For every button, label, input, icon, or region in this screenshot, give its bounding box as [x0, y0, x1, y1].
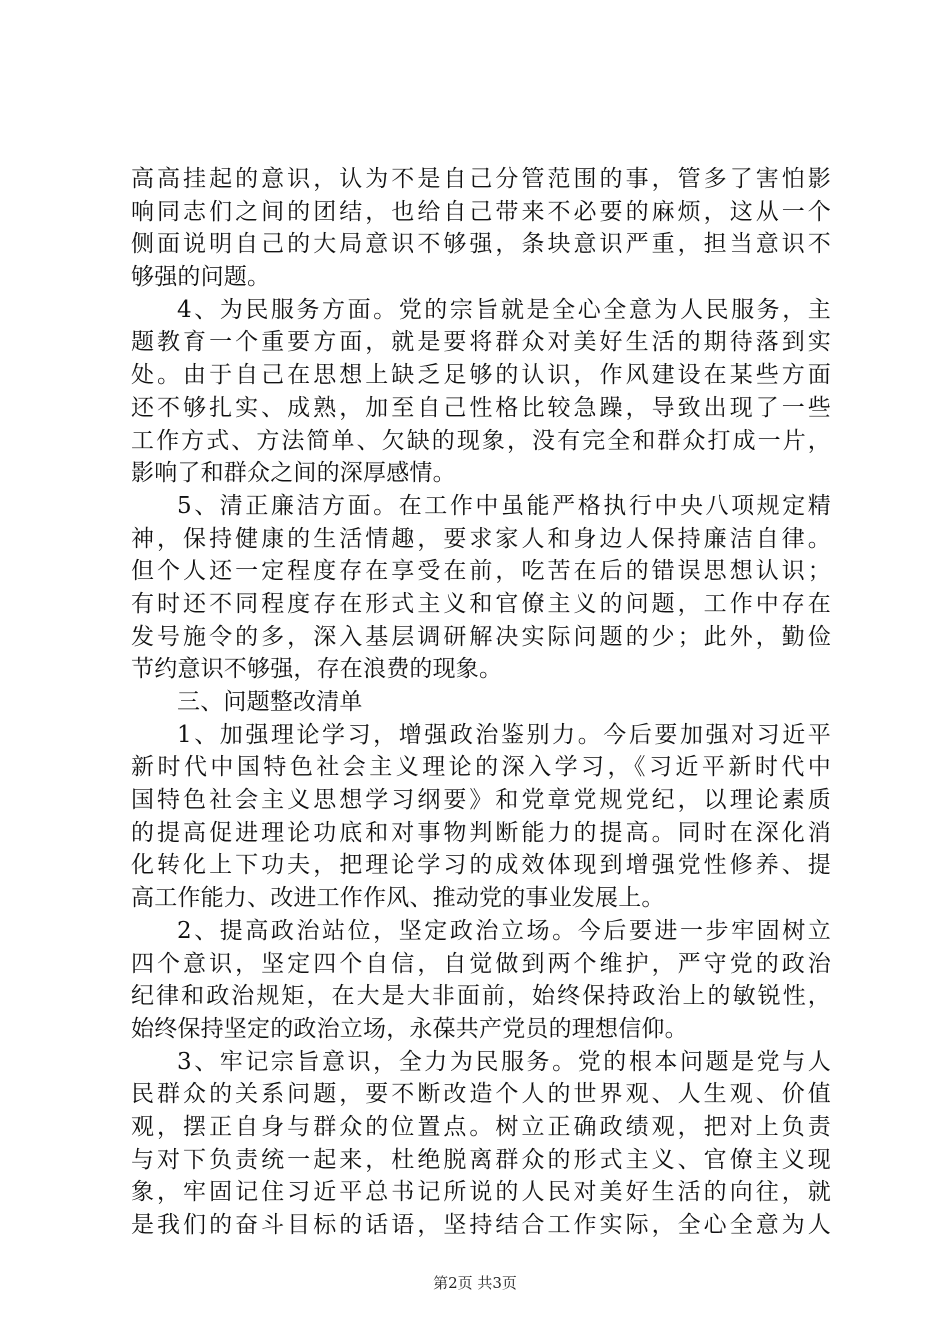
text-line: 象，牢固记住习近平总书记所说的人民对美好生活的向往，就	[131, 1179, 831, 1206]
text-line: 够强的问题。	[131, 264, 271, 291]
text-line: 观，摆正自身与群众的位置点。树立正确政绩观，把对上负责	[131, 1113, 831, 1140]
text-line: 化转化上下功夫，把理论学习的成效体现到增强党性修养、提	[131, 852, 831, 879]
text-line: 新时代中国特色社会主义理论的深入学习，《习近平新时代中	[131, 754, 831, 781]
text-line: 有时还不同程度存在形式主义和官僚主义的问题，工作中存在	[131, 590, 831, 617]
text-line: 的提高促进理论功底和对事物判断能力的提高。同时在深化消	[131, 819, 831, 846]
text-line: 国特色社会主义思想学习纲要》和党章党规党纪，以理论素质	[131, 787, 831, 814]
page-number-footer: 第2页 共3页	[433, 1274, 517, 1292]
text-line: 2、提高政治站位，坚定政治立场。今后要进一步牢固树立	[177, 917, 831, 944]
text-line: 神，保持健康的生活情趣，要求家人和身边人保持廉洁自律。	[131, 525, 831, 552]
text-line: 工作方式、方法简单、欠缺的现象，没有完全和群众打成一片，	[131, 427, 831, 454]
text-line: 与对下负责统一起来，杜绝脱离群众的形式主义、官僚主义现	[131, 1146, 831, 1173]
text-line: 3、牢记宗旨意识，全力为民服务。党的根本问题是党与人	[177, 1048, 831, 1075]
text-line: 四个意识，坚定四个自信，自觉做到两个维护，严守党的政治	[131, 950, 831, 977]
text-line: 5、清正廉洁方面。在工作中虽能严格执行中央八项规定精	[177, 492, 831, 519]
text-line: 处。由于自己在思想上缺乏足够的认识，作风建设在某些方面	[131, 362, 831, 389]
text-line: 高工作能力、改进工作作风、推动党的事业发展上。	[131, 885, 665, 912]
text-line: 但个人还一定程度存在享受在前，吃苦在后的错误思想认识；	[131, 558, 831, 585]
text-line: 响同志们之间的团结，也给自己带来不必要的麻烦，这从一个	[131, 198, 831, 225]
text-line: 民群众的关系问题，要不断改造个人的世界观、人生观、价值	[131, 1081, 831, 1108]
text-line: 节约意识不够强，存在浪费的现象。	[131, 656, 503, 683]
text-line: 1、加强理论学习，增强政治鉴别力。今后要加强对习近平	[177, 721, 831, 748]
text-line: 高高挂起的意识，认为不是自己分管范围的事，管多了害怕影	[131, 166, 831, 192]
text-line: 纪律和政治规矩，在大是大非面前，始终保持政治上的敏锐性，	[131, 983, 831, 1010]
document-body	[131, 163, 831, 1242]
text-line: 还不够扎实、成熟，加至自己性格比较急躁，导致出现了一些	[131, 394, 831, 421]
text-line: 题教育一个重要方面，就是要将群众对美好生活的期待落到实	[131, 329, 831, 356]
text-line: 影响了和群众之间的深厚感情。	[131, 460, 456, 487]
text-line: 三、问题整改清单	[177, 689, 363, 715]
text-line: 4、为民服务方面。党的宗旨就是全心全意为人民服务，主	[177, 296, 831, 323]
text-line: 始终保持坚定的政治立场，永葆共产党员的理想信仰。	[131, 1015, 688, 1042]
text-line: 是我们的奋斗目标的话语，坚持结合工作实际，全心全意为人	[131, 1212, 831, 1238]
text-line: 侧面说明自己的大局意识不够强，条块意识严重，担当意识不	[131, 231, 831, 258]
text-line: 发号施令的多，深入基层调研解决实际问题的少；此外，勤俭	[131, 623, 831, 650]
